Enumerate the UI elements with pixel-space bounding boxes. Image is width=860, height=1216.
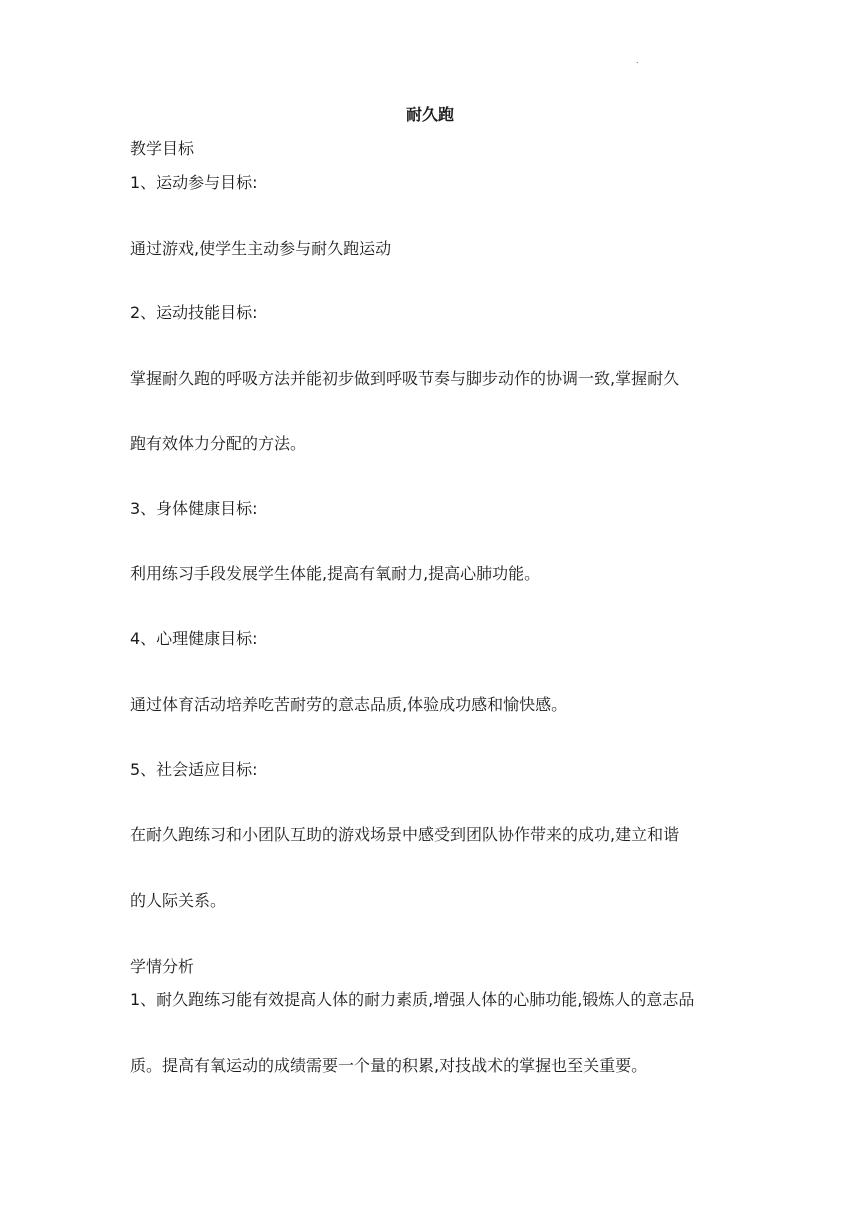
goal-3-text: 利用练习手段发展学生体能,提高有氧耐力,提高心肺功能。 <box>130 564 541 583</box>
goal-5-heading: 5、社会适应目标: <box>130 760 258 779</box>
goal-3-heading: 3、身体健康目标: <box>130 499 258 518</box>
goal-2-text-line-1: 掌握耐久跑的呼吸方法并能初步做到呼吸节奏与脚步动作的协调一致,掌握耐久 <box>130 369 680 388</box>
section-heading-learning-analysis: 学情分析 <box>130 957 195 976</box>
goal-2-heading: 2、运动技能目标: <box>130 303 258 322</box>
document-title: 耐久跑 <box>405 105 454 124</box>
header-dot: . <box>636 56 639 65</box>
goal-4-heading: 4、心理健康目标: <box>130 629 258 648</box>
section-heading-teaching-goals: 教学目标 <box>130 139 195 158</box>
goal-4-text: 通过体育活动培养吃苦耐劳的意志品质,体验成功感和愉快感。 <box>130 695 568 714</box>
goal-2-text-line-2: 跑有效体力分配的方法。 <box>130 434 307 453</box>
goal-5-text-line-2: 的人际关系。 <box>130 891 227 910</box>
goal-5-text-line-1: 在耐久跑练习和小团队互助的游戏场景中感受到团队协作带来的成功,建立和谐 <box>130 825 680 844</box>
goal-1-text: 通过游戏,使学生主动参与耐久跑运动 <box>130 239 392 258</box>
goal-1-heading: 1、运动参与目标: <box>130 173 258 192</box>
analysis-1-line-2: 质。提高有氧运动的成绩需要一个量的积累,对技战术的掌握也至关重要。 <box>130 1056 648 1075</box>
analysis-1-line-1: 1、耐久跑练习能有效提高人体的耐力素质,增强人体的心肺功能,锻炼人的意志品 <box>130 990 695 1009</box>
